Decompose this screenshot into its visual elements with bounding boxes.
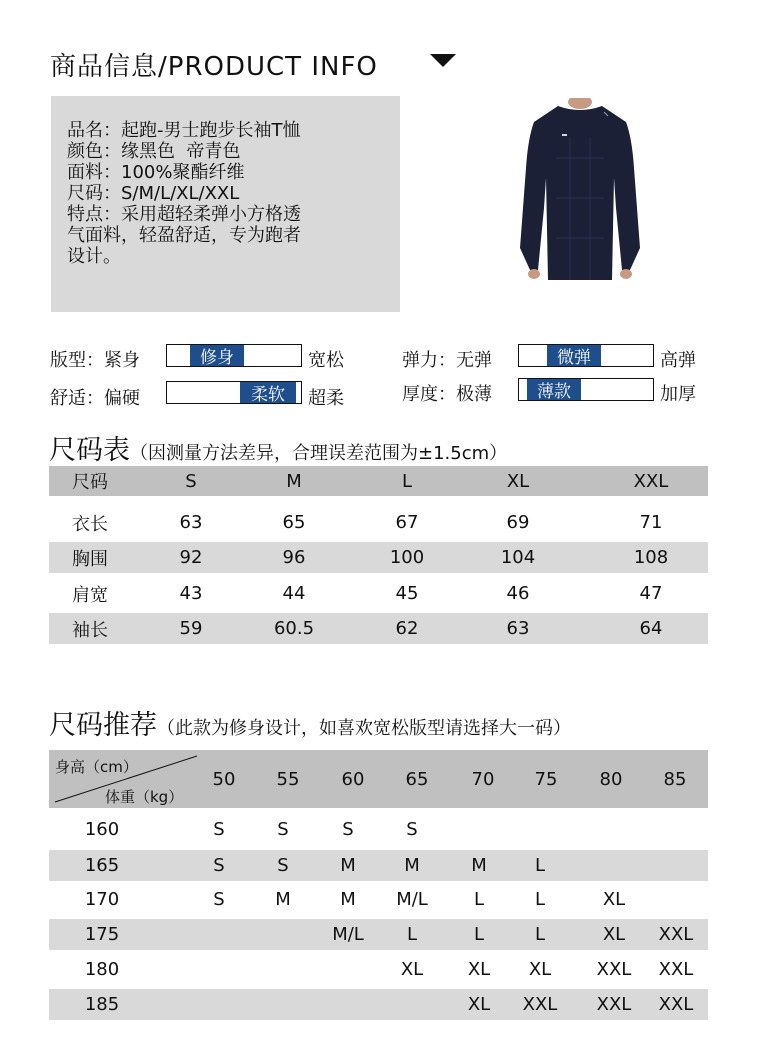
weight-header: 85 <box>663 768 687 790</box>
size-chart-cell: 100 <box>389 547 425 568</box>
fit-selected: 修身 <box>190 345 244 366</box>
corner-height-label: 身高（cm） <box>55 758 138 776</box>
height-value: 160 <box>84 819 120 840</box>
info-line-size: 尺码：S/M/L/XL/XXL <box>67 183 240 204</box>
weight-header: 65 <box>405 768 429 790</box>
comfort-scale <box>166 381 302 404</box>
size-chart-row <box>49 578 708 609</box>
size-cell <box>594 850 634 881</box>
size-cell: S <box>277 855 289 876</box>
size-chart-note: （因测量方法差异，合理误差范围为±1.5cm） <box>130 443 508 464</box>
thickness-selected: 薄款 <box>527 379 581 400</box>
fit-scale <box>166 344 302 367</box>
size-chart-cell: 96 <box>282 547 306 568</box>
product-info-lines <box>67 120 301 267</box>
weight-header: 60 <box>341 768 365 790</box>
size-cell <box>263 954 303 985</box>
recommend-note: （此款为修身设计，如喜欢宽松版型请选择大一码） <box>157 718 571 739</box>
size-chart-cell: 108 <box>633 547 669 568</box>
info-line-color: 颜色：缘黑色 帝青色 <box>67 141 241 162</box>
info-line-feature-cont: 气面料，轻盈舒适，专为跑者 <box>67 225 301 246</box>
info-line-name: 品名：起跑-男士跑步长袖T恤 <box>67 120 301 141</box>
size-cell <box>199 989 239 1020</box>
fit-label: 版型：紧身 <box>50 350 140 371</box>
comfort-label: 舒适：偏硬 <box>50 388 140 409</box>
size-cell: M/L <box>332 924 364 945</box>
weight-header: 80 <box>599 768 623 790</box>
size-cell: M <box>404 855 420 876</box>
triangle-down-icon <box>430 54 456 67</box>
size-chart-row <box>49 613 708 644</box>
stretch-scale <box>518 344 654 367</box>
size-cell: XL <box>467 994 491 1015</box>
weight-header: 70 <box>471 768 495 790</box>
height-value: 165 <box>84 855 120 876</box>
size-chart-header: M <box>286 470 302 492</box>
comfort-selected: 柔软 <box>240 382 296 403</box>
size-cell: XXL <box>658 994 694 1015</box>
size-chart-cell: 62 <box>395 618 419 639</box>
recommend-title: 尺码推荐 <box>49 710 157 741</box>
size-cell <box>263 989 303 1020</box>
size-cell: S <box>213 889 225 910</box>
size-cell: XL <box>528 959 552 980</box>
size-cell: XL <box>602 889 626 910</box>
size-cell: M <box>340 855 356 876</box>
size-chart-cell: 63 <box>506 618 530 639</box>
size-chart-title: 尺码表 <box>49 435 130 466</box>
size-cell: XL <box>602 924 626 945</box>
size-cell: XXL <box>596 959 632 980</box>
size-chart-row-label: 袖长 <box>72 619 108 641</box>
size-chart-cell: 65 <box>282 512 306 533</box>
weight-header: 75 <box>534 768 558 790</box>
size-chart-cell: 92 <box>179 547 203 568</box>
size-cell: XL <box>400 959 424 980</box>
product-info-title: 商品信息/PRODUCT INFO <box>50 52 378 82</box>
size-chart-row <box>49 542 708 573</box>
size-chart-header-row <box>49 466 708 496</box>
thickness-scale <box>518 378 654 401</box>
fit-end: 宽松 <box>308 350 344 371</box>
stretch-selected: 微弹 <box>547 345 601 366</box>
size-cell: M <box>340 889 356 910</box>
recommend-heading <box>49 703 571 742</box>
comfort-end: 超柔 <box>308 388 344 409</box>
size-cell <box>263 919 303 950</box>
size-chart-cell: 71 <box>639 512 663 533</box>
size-cell <box>459 814 499 845</box>
size-cell: L <box>534 889 546 910</box>
size-cell: L <box>534 855 546 876</box>
size-cell: XXL <box>658 924 694 945</box>
size-cell: XL <box>467 959 491 980</box>
product-photo <box>500 98 660 283</box>
size-cell: M/L <box>396 889 428 910</box>
size-chart-row-label: 肩宽 <box>72 584 108 606</box>
weight-header: 50 <box>212 768 236 790</box>
recommend-row <box>49 919 708 950</box>
size-chart-cell: 67 <box>395 512 419 533</box>
size-cell: M <box>471 855 487 876</box>
stretch-label: 弹力：无弹 <box>402 350 492 371</box>
size-chart-cell: 59 <box>179 618 203 639</box>
size-cell: XXL <box>596 994 632 1015</box>
size-chart-cell: 46 <box>506 583 530 604</box>
size-chart-header: L <box>401 470 413 492</box>
size-cell: S <box>406 819 418 840</box>
recommend-header-row <box>49 750 708 808</box>
thickness-label: 厚度：极薄 <box>402 384 492 405</box>
size-chart-header: XL <box>506 470 530 492</box>
size-cell <box>199 919 239 950</box>
size-cell: S <box>342 819 354 840</box>
size-chart-header: XXL <box>633 470 669 492</box>
size-cell: M <box>275 889 291 910</box>
size-chart-cell: 47 <box>639 583 663 604</box>
stretch-end: 高弹 <box>660 350 696 371</box>
size-cell <box>520 814 560 845</box>
info-line-feature: 特点：采用超轻柔弹小方格透 <box>67 204 301 225</box>
thickness-end: 加厚 <box>660 384 696 405</box>
size-chart-cell: 69 <box>506 512 530 533</box>
height-value: 170 <box>84 889 120 910</box>
size-cell: L <box>473 889 485 910</box>
size-chart-cell: 60.5 <box>273 618 315 639</box>
size-chart-row-label: 胸围 <box>72 548 108 570</box>
size-cell <box>594 814 634 845</box>
size-chart-cell: 104 <box>500 547 536 568</box>
size-cell <box>199 954 239 985</box>
size-cell <box>328 954 368 985</box>
size-cell <box>656 850 696 881</box>
size-chart-heading <box>49 428 507 467</box>
size-cell: S <box>213 819 225 840</box>
size-chart-row-label: 衣长 <box>72 513 108 535</box>
size-cell: XXL <box>522 994 558 1015</box>
height-value: 175 <box>84 924 120 945</box>
size-cell: L <box>534 924 546 945</box>
size-chart-cell: 63 <box>179 512 203 533</box>
size-chart-cell: 43 <box>179 583 203 604</box>
info-line-material: 面料：100%聚酯纤维 <box>67 162 245 183</box>
corner-weight-label: 体重（kg） <box>105 788 184 806</box>
size-chart-header: S <box>185 470 197 492</box>
info-line-feature-end: 设计。 <box>67 246 121 267</box>
size-cell: XXL <box>658 959 694 980</box>
size-cell <box>656 814 696 845</box>
size-cell <box>328 989 368 1020</box>
size-cell <box>656 884 696 915</box>
size-chart-cell: 64 <box>639 618 663 639</box>
height-value: 180 <box>84 959 120 980</box>
size-cell: S <box>213 855 225 876</box>
weight-header: 55 <box>276 768 300 790</box>
size-cell: S <box>277 819 289 840</box>
size-chart-row <box>49 507 708 538</box>
recommend-row <box>49 884 708 915</box>
recommend-row <box>49 989 708 1020</box>
recommend-row <box>49 850 708 881</box>
size-cell: L <box>473 924 485 945</box>
size-chart-cell: 44 <box>282 583 306 604</box>
size-chart-header: 尺码 <box>72 472 108 493</box>
size-cell <box>392 989 432 1020</box>
size-cell: L <box>406 924 418 945</box>
height-value: 185 <box>84 994 120 1015</box>
size-chart-cell: 45 <box>395 583 419 604</box>
recommend-row <box>49 954 708 985</box>
recommend-row <box>49 814 708 845</box>
